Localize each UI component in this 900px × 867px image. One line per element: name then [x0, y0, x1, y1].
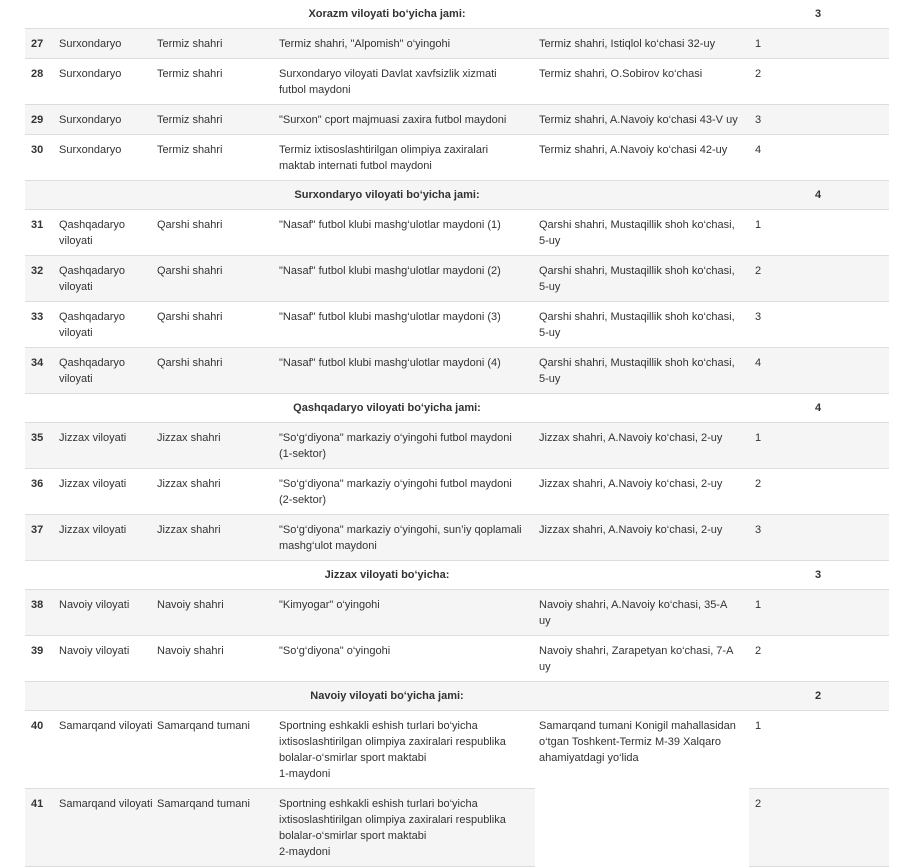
row-address: Samarqand tumani Konigil mahallasidan o‘tgan Toshkent-Termiz M-39 Xalqaro ahamiyatdagi yo‘lida [539, 720, 736, 764]
row-number: 36 [25, 469, 55, 515]
total-label: Jizzax viloyati bo‘yicha: [25, 561, 749, 590]
row-address: Navoiy shahri, Zarapetyan ko‘chasi, 7-A uy [535, 636, 749, 682]
row-number: 30 [25, 135, 55, 181]
table-row [25, 59, 889, 105]
total-value: 2 [749, 682, 889, 711]
row-city: Samarqand tumani [153, 711, 275, 789]
row-region: Navoiy viloyati [55, 636, 153, 682]
row-count: 3 [749, 105, 889, 135]
row-region: Surxondaryo [55, 59, 153, 105]
row-field-name: "So‘g‘diyona" markaziy o‘yingohi, sun’iy qoplamali mashg‘ulot maydoni [275, 515, 535, 561]
row-address: Qarshi shahri, Mustaqillik shoh ko‘chasi, 5-uy [535, 256, 749, 302]
row-address: Termiz shahri, A.Navoiy ko‘chasi 42-uy [535, 135, 749, 181]
field-name-line: 1-maydoni [279, 768, 331, 780]
total-label: Xorazm viloyati bo‘yicha jami: [25, 0, 749, 29]
row-field-name [275, 711, 535, 789]
total-row-qashqadaryo [25, 394, 889, 423]
row-number: 35 [25, 423, 55, 469]
row-field-name: "So‘g‘diyona" markaziy o‘yingohi futbol maydoni (1-sektor) [275, 423, 535, 469]
row-field-name: Surxondaryo viloyati Davlat xavfsizlik xizmati futbol maydoni [275, 59, 535, 105]
row-region: Qashqadaryo viloyati [55, 210, 153, 256]
row-field-name: "Nasaf" futbol klubi mashg‘ulotlar maydoni (1) [275, 210, 535, 256]
sports-fields-table [25, 0, 889, 867]
row-number: 28 [25, 59, 55, 105]
row-field-name: "Surxon" cport majmuasi zaxira futbol maydoni [275, 105, 535, 135]
total-row-surxondaryo [25, 181, 889, 210]
row-number: 34 [25, 348, 55, 394]
row-count: 2 [749, 636, 889, 682]
table-row [25, 256, 889, 302]
row-region: Jizzax viloyati [55, 423, 153, 469]
total-value: 3 [749, 561, 889, 590]
total-row-navoiy [25, 682, 889, 711]
row-address: Qarshi shahri, Mustaqillik shoh ko‘chasi, 5-uy [535, 348, 749, 394]
table-row [25, 711, 889, 789]
row-count: 1 [749, 590, 889, 636]
row-city: Qarshi shahri [153, 302, 275, 348]
total-value: 4 [749, 181, 889, 210]
row-field-name: Termiz ixtisoslashtirilgan olimpiya zaxiralari maktab internati futbol maydoni [275, 135, 535, 181]
row-region: Surxondaryo [55, 135, 153, 181]
row-number: 29 [25, 105, 55, 135]
row-count: 1 [749, 423, 889, 469]
row-city: Qarshi shahri [153, 210, 275, 256]
row-city: Samarqand tumani [153, 789, 275, 867]
row-count: 1 [749, 711, 889, 789]
row-city: Termiz shahri [153, 59, 275, 105]
row-region: Jizzax viloyati [55, 469, 153, 515]
row-region: Qashqadaryo viloyati [55, 348, 153, 394]
row-address: Termiz shahri, A.Navoiy ko‘chasi 43-V uy [535, 105, 749, 135]
row-region: Surxondaryo [55, 105, 153, 135]
table-row [25, 423, 889, 469]
row-number: 32 [25, 256, 55, 302]
row-count: 3 [749, 515, 889, 561]
row-city: Termiz shahri [153, 29, 275, 59]
row-city: Jizzax shahri [153, 469, 275, 515]
table-row [25, 302, 889, 348]
total-value: 3 [749, 0, 889, 29]
row-number: 41 [25, 789, 55, 867]
row-field-name: "Kimyogar" o‘yingohi [275, 590, 535, 636]
total-label: Surxondaryo viloyati bo‘yicha jami: [25, 181, 749, 210]
row-field-name: "So‘g‘diyona" markaziy o‘yingohi futbol maydoni (2-sektor) [275, 469, 535, 515]
row-field-name: "Nasaf" futbol klubi mashg‘ulotlar maydoni (3) [275, 302, 535, 348]
sports-fields-table-container [25, 0, 889, 867]
row-city: Qarshi shahri [153, 348, 275, 394]
row-number: 37 [25, 515, 55, 561]
row-region: Samarqand viloyati [55, 789, 153, 867]
row-city: Jizzax shahri [153, 423, 275, 469]
table-row [25, 636, 889, 682]
row-city: Navoiy shahri [153, 590, 275, 636]
row-number: 33 [25, 302, 55, 348]
total-label: Navoiy viloyati bo‘yicha jami: [25, 682, 749, 711]
field-name-line: Sportning eshkakli eshish turlari bo‘yicha ixtisoslashtirilgan olimpiya zaxiralari respublika bolalar-o‘smirlar sport maktabi [279, 720, 506, 764]
row-field-name [275, 789, 535, 867]
table-row [25, 135, 889, 181]
row-number: 31 [25, 210, 55, 256]
row-count: 4 [749, 348, 889, 394]
table-row [25, 210, 889, 256]
table-row [25, 515, 889, 561]
row-number: 27 [25, 29, 55, 59]
field-name-line: 2-maydoni [279, 846, 331, 858]
row-city: Qarshi shahri [153, 256, 275, 302]
row-region: Navoiy viloyati [55, 590, 153, 636]
row-region: Jizzax viloyati [55, 515, 153, 561]
row-field-name: Termiz shahri, "Alpomish" o‘yingohi [275, 29, 535, 59]
row-count: 2 [749, 789, 889, 867]
row-address: Jizzax shahri, A.Navoiy ko‘chasi, 2-uy [535, 423, 749, 469]
table-row [25, 348, 889, 394]
row-city: Termiz shahri [153, 135, 275, 181]
row-city: Navoiy shahri [153, 636, 275, 682]
row-address: Jizzax shahri, A.Navoiy ko‘chasi, 2-uy [535, 515, 749, 561]
row-count: 2 [749, 59, 889, 105]
row-city: Termiz shahri [153, 105, 275, 135]
row-count: 4 [749, 135, 889, 181]
row-region: Qashqadaryo viloyati [55, 256, 153, 302]
row-address: Termiz shahri, Istiqlol ko‘chasi 32-uy [535, 29, 749, 59]
row-number: 39 [25, 636, 55, 682]
row-number: 38 [25, 590, 55, 636]
table-row [25, 29, 889, 59]
row-field-name: "So‘g‘diyona" o‘yingohi [275, 636, 535, 682]
row-count: 2 [749, 469, 889, 515]
total-row-jizzax [25, 561, 889, 590]
table-row [25, 789, 889, 867]
row-region: Samarqand viloyati [55, 711, 153, 789]
row-count: 2 [749, 256, 889, 302]
field-name-line: Sportning eshkakli eshish turlari bo‘yicha ixtisoslashtirilgan olimpiya zaxiralari respublika bolalar-o‘smirlar sport maktabi [279, 798, 506, 842]
row-region: Qashqadaryo viloyati [55, 302, 153, 348]
row-address: Qarshi shahri, Mustaqillik shoh ko‘chasi, 5-uy [535, 302, 749, 348]
row-address: Jizzax shahri, A.Navoiy ko‘chasi, 2-uy [535, 469, 749, 515]
table-row [25, 105, 889, 135]
row-field-name: "Nasaf" futbol klubi mashg‘ulotlar maydoni (2) [275, 256, 535, 302]
table-row [25, 590, 889, 636]
row-address: Termiz shahri, O.Sobirov ko‘chasi [535, 59, 749, 105]
total-row-xorazm [25, 0, 889, 29]
table-row [25, 469, 889, 515]
row-count: 3 [749, 302, 889, 348]
row-field-name: "Nasaf" futbol klubi mashg‘ulotlar maydoni (4) [275, 348, 535, 394]
row-address: Qarshi shahri, Mustaqillik shoh ko‘chasi, 5-uy [535, 210, 749, 256]
row-region: Surxondaryo [55, 29, 153, 59]
row-city: Jizzax shahri [153, 515, 275, 561]
total-label: Qashqadaryo viloyati bo‘yicha jami: [25, 394, 749, 423]
row-address: Navoiy shahri, A.Navoiy ko‘chasi, 35-A uy [535, 590, 749, 636]
row-count: 1 [749, 29, 889, 59]
row-count: 1 [749, 210, 889, 256]
row-number: 40 [25, 711, 55, 789]
total-value: 4 [749, 394, 889, 423]
